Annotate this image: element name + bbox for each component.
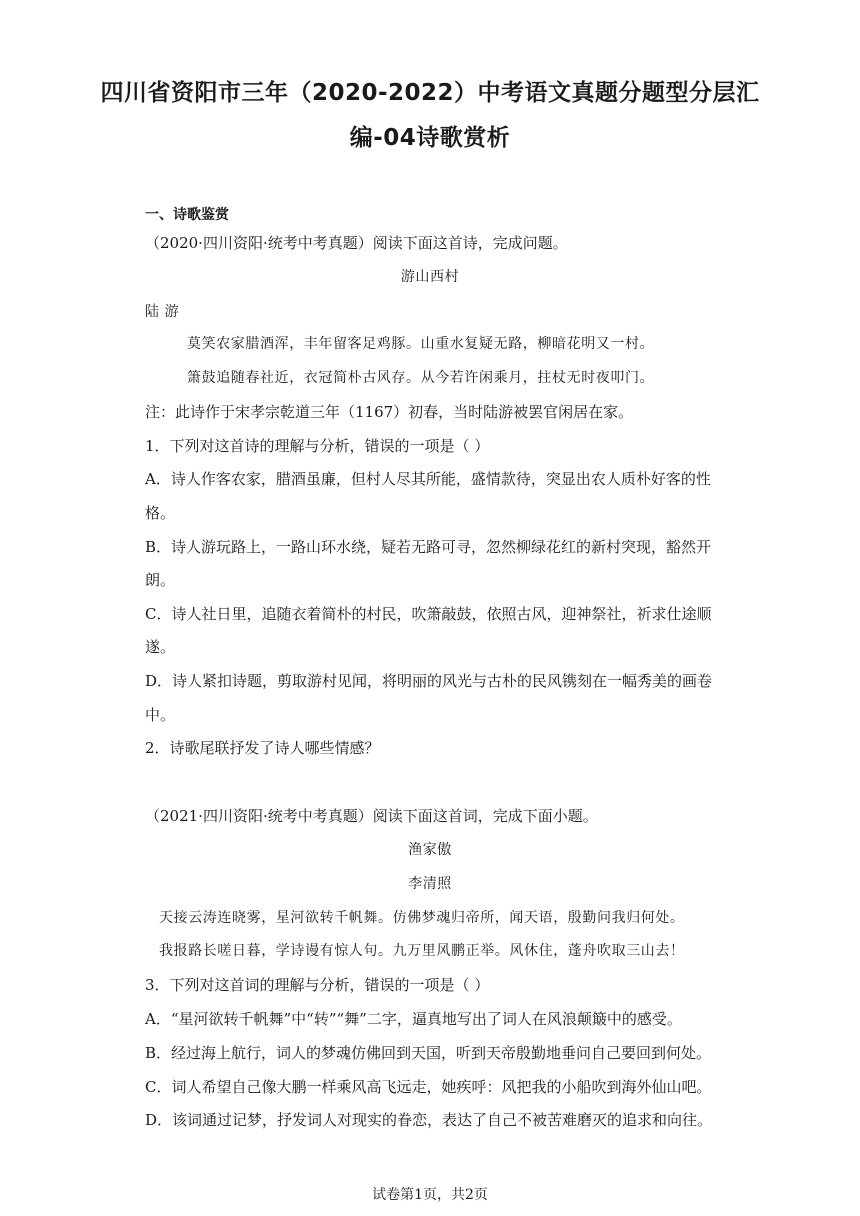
- question-3: 3．下列对这首词的理解与分析，错误的一项是（ ）: [145, 976, 490, 994]
- question-3-option-b: B．经过海上航行，词人的梦魂仿佛回到天国，听到天帝殷勤地垂问自己要回到何处。: [145, 1044, 712, 1062]
- question-1-option-d-cont: 中。: [145, 706, 176, 724]
- question-2: 2．诗歌尾联抒发了诗人哪些情感？: [145, 739, 380, 757]
- question-3-option-a: A．“星河欲转千帆舞”中“转”“舞”二字，逼真地写出了词人在风浪颠簸中的感受。: [145, 1010, 682, 1028]
- question-1-option-b: B．诗人游玩路上，一路山环水绕，疑若无路可寻，忽然柳绿花红的新村突现，豁然开: [145, 538, 712, 556]
- poem2-line-2: 我报路长嗟日暮，学诗谩有惊人句。九万里风鹏正举。风休住，蓬舟吹取三山去！: [159, 943, 685, 959]
- page-title-line-1: 四川省资阳市三年（2020-2022）中考语文真题分题型分层汇: [100, 80, 760, 106]
- question-1-option-c: C．诗人社日里，追随衣着简朴的村民，吹箫敲鼓，依照古风，迎神祭社，祈求仕途顺: [145, 605, 712, 623]
- poem1-note: 注：此诗作于宋孝宗乾道三年（1167）初春，当时陆游被罢官闲居在家。: [145, 403, 634, 421]
- page-title-line-2: 编-04诗歌赏析: [349, 125, 511, 151]
- poem2-line-1: 天接云涛连晓雾，星河欲转千帆舞。仿佛梦魂归帝所，闻天语，殷勤问我归何处。: [159, 910, 685, 926]
- passage1-intro: （2020·四川资阳·统考中考真题）阅读下面这首诗，完成问题。: [145, 234, 568, 252]
- question-1-option-a-cont: 格。: [145, 504, 176, 522]
- question-1-option-c-cont: 遂。: [145, 638, 176, 656]
- section-heading: 一、诗歌鉴赏: [145, 207, 229, 223]
- poem1-author: 陆 游: [145, 304, 180, 320]
- question-3-option-d: D．该词通过记梦，抒发词人对现实的眷恋，表达了自己不被苦难磨灭的追求和向往。: [145, 1111, 713, 1129]
- question-1-option-b-cont: 朗。: [145, 571, 176, 589]
- poem1-line-1: 莫笑农家腊酒浑，丰年留客足鸡豚。山重水复疑无路，柳暗花明又一村。: [187, 336, 655, 352]
- poem1-title: 游山西村: [400, 269, 460, 285]
- question-1: 1．下列对这首诗的理解与分析，错误的一项是（ ）: [145, 437, 490, 455]
- question-3-option-c: C．词人希望自己像大鹏一样乘风高飞远走，她疾呼：风把我的小船吹到海外仙山吧。: [145, 1078, 712, 1096]
- passage2-intro: （2021·四川资阳·统考中考真题）阅读下面这首词，完成下面小题。: [145, 807, 598, 825]
- question-1-option-d: D．诗人紧扣诗题，剪取游村见闻，将明丽的风光与古朴的民风镌刻在一幅秀美的画卷: [145, 672, 713, 690]
- page-footer: 试卷第1页，共2页: [372, 1187, 488, 1203]
- poem2-title: 渔家傲: [408, 842, 452, 858]
- question-1-option-a: A．诗人作客农家，腊酒虽廉，但村人尽其所能，盛情款待，突显出农人质朴好客的性: [145, 470, 711, 488]
- poem2-author: 李清照: [408, 876, 452, 892]
- poem1-line-2: 箫鼓追随春社近，衣冠简朴古风存。从今若许闲乘月，拄杖无时夜叩门。: [187, 370, 655, 386]
